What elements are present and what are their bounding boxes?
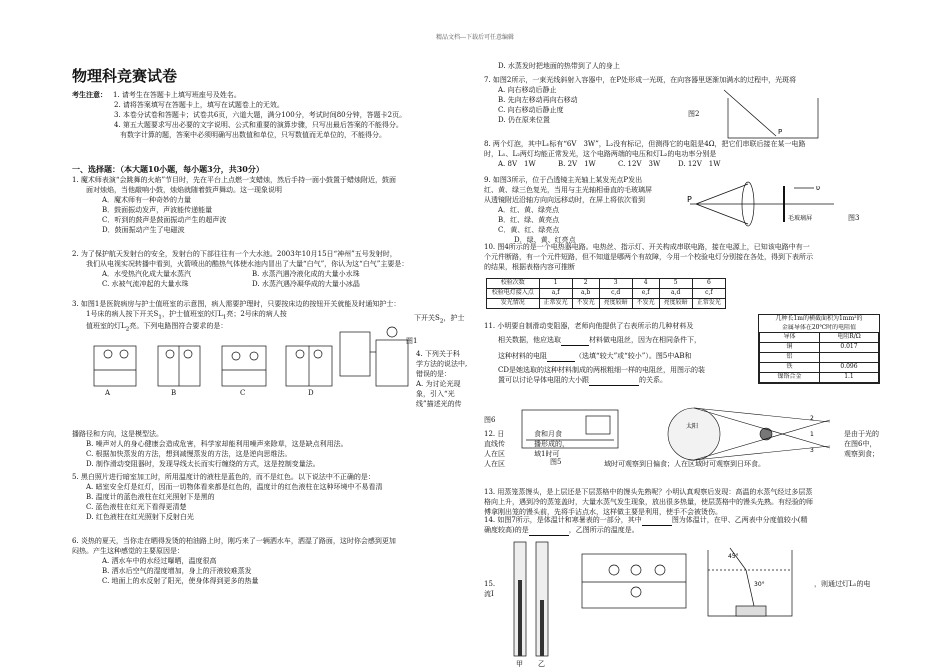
question-text: 1号床的病人按下开关S [86, 309, 159, 318]
resistance-table [758, 314, 880, 384]
option-d: D. 仍在原来位置 [498, 115, 550, 124]
question-3: 3. 如图1是医院病房与护士值班室的示意图，病人需要护理时，只要按床边的按钮开关就能及时通知护士： 1号床的病人按下开关$S_1$，护士值班室的灯$L_1$亮；2号床的病人按 值班室的灯$L_2$亮。下列电路图符合要求的是： [72, 300, 482, 333]
answer-blank [642, 518, 672, 526]
question-12 [484, 430, 904, 470]
table-cell: 1 [539, 279, 572, 289]
question-text: 亮；2号床的病人按 [226, 309, 287, 318]
option-a: A. 向右移动后静止 [498, 85, 557, 94]
answer-blank [547, 354, 575, 362]
circuit-options-figure [88, 340, 338, 402]
question-text: 图为体温计，在甲、乙两表中分度值较小(精 [671, 516, 808, 524]
table-cell: 3 [599, 279, 632, 289]
table-cell: 0.017 [819, 343, 878, 353]
option-c: C．黄、红、绿亮点 [498, 225, 560, 234]
table-cell: a,d [659, 289, 692, 299]
table-cell: 校验电灯接入点 [487, 289, 540, 299]
question-text: 7. 如图2所示，一束光线斜射入容器中，在P处形成一光斑，在向容器里逐渐加满水的过程中，光斑将 [484, 76, 797, 84]
question-11 [484, 322, 764, 386]
notice-label: 考生注意： [72, 90, 107, 99]
question-9 [484, 176, 684, 246]
question-text: 这种材料的电阻 [498, 351, 547, 360]
question-text: 4. 下列关于科 [416, 350, 460, 358]
option-d: D. 水蒸发时把地面的热带到了人的身上 [498, 62, 620, 70]
table-cell: 0.096 [819, 363, 878, 373]
question-4 [416, 350, 484, 410]
question-14 [484, 516, 904, 536]
question-text: 人在区 [484, 459, 505, 468]
question-text: 学方法的说法中, [416, 359, 468, 368]
table-cell: 镍铬合金 [760, 373, 820, 383]
table-title: 金属导体在20℃时的电阻值 [781, 323, 857, 331]
question-text: 傅拿刚出笼的馒头前，先将手沾点水，这样做主要是利用，使手不会被烫伤。 [484, 507, 722, 516]
figure-caption: 图2 [688, 110, 700, 118]
question-text: 亮。下列电路图符合要求的是： [129, 321, 228, 330]
option-a: A．红、黄、绿亮点 [498, 205, 560, 214]
angle-label: 30° [754, 581, 765, 588]
svg-text:P: P [778, 128, 783, 136]
option-d: D. 12V 1W [678, 159, 721, 168]
option-b: B. 洒水后空气的湿度增加，身上的汗液较难蒸发 [102, 566, 252, 575]
question-text: 面对烛焰，当他敲响小鼓，烛焰就随着鼓声舞动。这一现象说明 [86, 185, 282, 194]
option-a: A. 8V 1W [498, 159, 536, 168]
question-text: 13. 用蒸笼蒸馒头，是上层还是下层蒸格中的馒头先熟呢？小明认真观察后发现：高温的水蒸气经过多层蒸 [484, 488, 813, 496]
question-text: 闷热。产生这种感觉的主要原因是： [72, 546, 184, 555]
option-b: B. 2V 1W [558, 159, 596, 168]
notice-item: 4. 第五大题要求写出必要的文字说明、公式和重要的演算步骤，只写出最后答案的不能得分。 [114, 120, 403, 129]
question-6 [72, 537, 482, 587]
option-label: A [105, 389, 111, 397]
option-c: C. 蓝色液柱在红光下看得更清楚 [86, 502, 187, 511]
option-d: D. 水蒸汽遇冷凝华成的大量小冰晶 [252, 279, 360, 288]
question-text: 6. 炎热的夏天，当你走在晒得发烫的柏油路上时，刚巧来了一辆洒水车，洒湿了路面，这时你会感到更加 [72, 537, 396, 545]
table-cell: 亮度较暗 [599, 299, 632, 309]
hospital-call-figure [336, 322, 414, 394]
exam-title: 物理科竞赛试卷 [72, 67, 178, 85]
region-label: 3 [810, 447, 814, 454]
page-header: 精品文档---下载后可任意编辑 [435, 34, 515, 41]
notice-item: 3. 本卷分试卷和答题卡；试卷共6页，六道大题，满分100分，考试时间80分钟，答题卡2页。 [114, 110, 407, 119]
question-text: 14. 如图7所示，是体温计和寒暑表的一部分，其中 [484, 516, 642, 524]
table-cell: 4 [632, 279, 659, 289]
table-cell: a,b [572, 289, 599, 299]
lens-figure [684, 178, 844, 230]
notice-item: 1. 请考生在答题卡上填写班座号及姓名。 [113, 91, 241, 99]
table-cell: 正常发光 [539, 299, 572, 309]
option-a: A. 洒水车中的水经过曝晒，温度很高 [102, 556, 217, 565]
table-cell: 校验次数 [487, 279, 540, 289]
question-text: 2. 为了保护航天发射台的安全，发射台的下部往往有一个大水池。2003年10月15日“神州”五号发射时， [72, 250, 397, 258]
question-text: 3. 如图1是医院病房与护士值班室的示意图，病人需要护理时，只要按床边的按钮开关就能及时通知护士： [72, 300, 401, 308]
option-a: A. 为讨论光现 [416, 379, 461, 388]
question-text: 食和月食 [534, 430, 562, 438]
question-text: 播路径和方向，这是模型法。 [72, 430, 163, 438]
notice-block [72, 90, 482, 141]
table-cell: 6 [692, 279, 725, 289]
table-cell: 铜 [760, 343, 820, 353]
question-8 [484, 140, 904, 170]
table-cell [819, 353, 878, 363]
question-text: 8. 两个灯泡，其中L₁标有“6V 3W”，L₂没有标记，但测得它的电阻是4Ω，把它们串联后接在某一电路 [484, 140, 806, 148]
option-label: B [171, 389, 177, 397]
table-cell: e,f [632, 289, 659, 299]
question-5 [72, 473, 482, 523]
option-label: C [240, 389, 246, 397]
question-text: 域1时可 [534, 449, 560, 458]
question-text: 的结果，根据表格内容可推断 [484, 262, 575, 271]
question-text: 5. 黑白照片进行暗室加工时，所用温度计的液柱是蓝色的，而不是红色。以下说法中不正确的是： [72, 473, 375, 481]
question-13 [484, 488, 904, 518]
screen-label: 毛玻璃屏 [788, 215, 813, 222]
question-text: 红、黄、绿三色复光，当用与主光轴相垂直的毛玻璃屏 [484, 185, 652, 194]
option-d: D．鼓面振动产生了电磁波 [102, 225, 185, 234]
question-text: 在图6中， [844, 439, 877, 448]
figure-caption: 图1 [406, 337, 418, 345]
option-d: D. 制作滑动变阻器时，发现导线太长而实行缠绕的方式，这是控制变量法。 [86, 459, 320, 468]
question-text: 10. 图4所示的是一个电热器电路。电热丝、指示灯、开关构成串联电路，接在电源上，已知该电路中有一 [484, 243, 810, 251]
notice-item: 有数字计算的题，答案中必须明确写出数值和单位，只写数值而无单位的，不能得分。 [120, 130, 386, 139]
point-p-label: P [687, 195, 692, 204]
question-text: 1. 魔术师表演“会跳舞的火焰”节目时，先在平台上点燃一支蜡烛，然后手持一面小鼓置于蜡烛附近，鼓面 [72, 176, 397, 184]
table-cell: 2 [572, 279, 599, 289]
option-d: D. 红色液柱在红光照射下反射白光 [86, 512, 194, 521]
question-2 [72, 250, 482, 290]
question-text: 流I [484, 589, 494, 598]
question-text: 直线传 [484, 439, 505, 448]
question-4-cont [72, 430, 482, 470]
question-10 [484, 243, 904, 273]
table-cell: c,f [692, 289, 725, 299]
option-b: B．鼓面振动发声，声波能传递能量 [102, 205, 213, 214]
option-c: C. 向右移动后静止度 [498, 105, 564, 114]
question-text: CD是她选取的这种材料制成的两根粗细一样的电阻丝，用图示的装 [498, 365, 705, 374]
question-text: 9. 如图3所示，位于凸透镜主光轴上某发光点P发出 [484, 176, 643, 184]
table-cell: 导体 [760, 333, 820, 343]
answer-blank [561, 338, 589, 346]
option-c: C. 12V 3W [618, 159, 661, 168]
option-c: C．听到的鼓声是鼓面振动产生的超声波 [102, 215, 227, 224]
question-text: 格向上升，遇到冷的蒸笼盖时，大量水蒸气发生现象，放出很多热量，使层蒸格中的馒头先熟。有经验的师 [484, 497, 813, 506]
table-cell: 不发光 [632, 299, 659, 309]
question-text: 材料做电阻丝，因为在相同条件下， [589, 335, 701, 344]
table-cell: 发光情况 [487, 299, 540, 309]
question-text: 人在区 [484, 449, 505, 458]
region-label: 1 [810, 431, 814, 438]
table-cell: 正常发光 [692, 299, 725, 309]
question-text: 时，L₁、L₂两灯均能正常发光，这个电路两端的电压和灯L₂的电功率分别是 [484, 149, 717, 158]
option-b: B．红、绿、黄亮点 [498, 215, 560, 224]
figure-caption: 图3 [848, 214, 860, 222]
table-cell: a,f [539, 289, 572, 299]
option-c: C. 水被气流冲起的大量水珠 [102, 279, 189, 288]
option-a: A．水受热汽化成大量水蒸汽 [102, 269, 192, 278]
option-a: A．魔术师有一种奇妙的力量 [102, 195, 192, 204]
option-c: C. 地面上的水反射了阳光，使身体得到更多的热量 [102, 576, 259, 585]
question-text: 我们从电视实况转播中看到，火箭喷出的酷热气体使水池内冒出了大量“白气”，你认为这“白气”主要是： [86, 259, 409, 268]
figure-caption: 图5 [550, 458, 562, 466]
question-text: 个元件断路，有一个元件短路，但不知道是哪两个有故障，今用一个校验电灯分别接在各处，得到下表所示 [484, 252, 813, 261]
table-cell: 不发光 [572, 299, 599, 309]
check-table [486, 278, 726, 309]
table-title: 几种长1m的横截面积为1mm²的 [775, 315, 863, 322]
option-a: 象，引入“光 [416, 389, 455, 398]
question-text: 下开关S [414, 314, 440, 322]
velocity-label: υ [816, 184, 821, 192]
thermometer-jia-label: 甲 [516, 660, 523, 668]
option-b: B. 噪声对人的身心健康会造成危害，科学家却能利用噪声来除草，这是缺点利用法。 [86, 439, 348, 448]
thermometer-figure [506, 540, 560, 668]
question-text: 是由于光的 [844, 430, 879, 438]
option-c: C. 根据加快蒸发的方法，想到减慢蒸发的方法，这是逆向思维法。 [86, 449, 292, 458]
question-15 [484, 580, 495, 600]
question-text: 置可以讨论导体电阻的大小跟 [498, 375, 589, 384]
sun-label: 太阳 [686, 423, 699, 430]
question-text: ，则通过灯L₁的电 [814, 580, 871, 588]
question-text: 11. 小明要自制滑动变阻器，老师向他提供了右表所示的几种材料及 [484, 322, 694, 330]
question-text: 值班室的灯L [86, 321, 126, 330]
option-b: B. 水蒸汽遇冷液化成的大量小水珠 [252, 269, 360, 278]
option-a: A. 暗室安全灯是红灯，因而一切物体看来都是红色的，温度计的红色液柱在这种环境中不易看清 [86, 482, 383, 491]
option-d: D．绿、黄、红亮点 [514, 235, 576, 244]
question-text: ，护士值班室的灯L [161, 309, 223, 318]
table-cell: 铝 [760, 353, 820, 363]
notice-item: 2. 请将答案填写在答题卡上，填写在试题卷上的无效。 [114, 100, 284, 109]
answer-blank [529, 528, 569, 536]
question-text: 相关数据，他应选取 [498, 335, 561, 344]
q15-circuit-figure [576, 548, 696, 616]
question-text: ，乙图所示的温度是。 [568, 525, 639, 534]
question-text: 播形成的， [534, 439, 569, 448]
question-text: 下开关$S_2$，护士 [414, 314, 465, 325]
table-cell: 5 [659, 279, 692, 289]
question-text: 域时可观察到日偏食；人在区域时可观察到日环食。 [604, 459, 765, 468]
question-text: 15. [484, 580, 496, 588]
option-a: 线”描述光的传 [416, 399, 462, 408]
table-cell: 铁 [760, 363, 820, 373]
thermometer-yi-label: 乙 [538, 660, 545, 668]
figure-caption: 图6 [484, 416, 496, 424]
option-b: B. 先向左移动再向右移动 [498, 95, 578, 104]
refraction-tank-figure [700, 546, 800, 622]
table-cell: 亮度较暗 [659, 299, 692, 309]
question-text: 从透镜附近沿轴方向向远移动时，在屏上将依次看到 [484, 195, 645, 204]
answer-blank [589, 378, 639, 386]
question-text: （选填“较大”或“较小”）。图5中AB和 [575, 351, 692, 360]
section-heading: 一、选择题：（本大题10小题，每小题3分，共30分） [72, 164, 264, 174]
option-b: B. 温度计的蓝色液柱在红光照射下是黑的 [86, 492, 215, 501]
question-text: 确度较高)的是 [484, 525, 529, 534]
question-text: 的关系。 [639, 375, 667, 384]
option-label: D [308, 389, 314, 397]
question-text: 观察到食； [844, 449, 879, 458]
angle-label: 45° [728, 553, 739, 560]
question-text: ，护士 [443, 314, 465, 322]
question-text: 错误的是： [416, 369, 451, 378]
table-cell: 电阻R/Ω [819, 333, 878, 343]
table-cell: c,d [599, 289, 632, 299]
region-label: 2 [810, 415, 814, 422]
container-light-figure [718, 88, 828, 144]
question-1 [72, 176, 482, 236]
question-text: 12. 日 [484, 430, 505, 438]
table-cell: 1.1 [819, 373, 878, 383]
